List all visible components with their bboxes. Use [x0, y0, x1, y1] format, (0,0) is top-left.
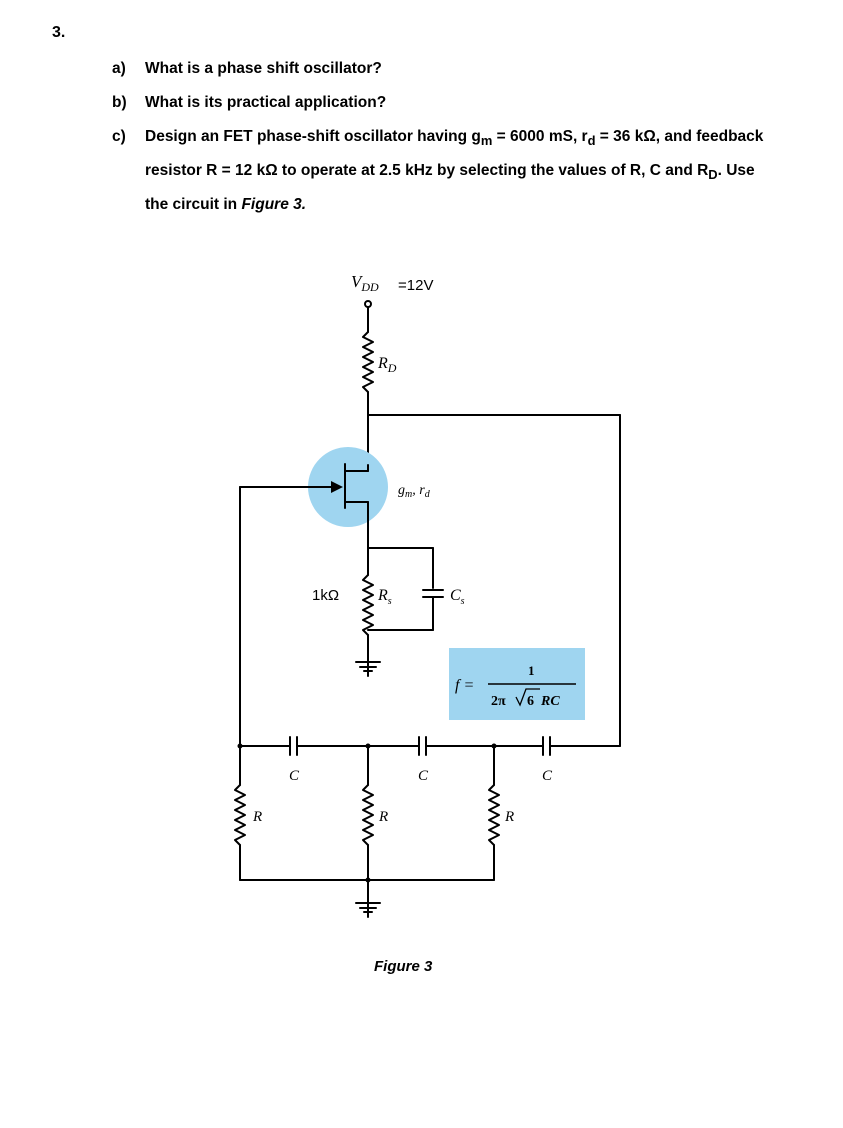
- rs-resistor: [363, 575, 373, 635]
- vdd-label: $V_{DD}$: [351, 272, 379, 294]
- rs-value: 1kΩ: [312, 587, 340, 604]
- source-ground-icon: [356, 662, 380, 676]
- part-c-label: c): [112, 128, 126, 145]
- part-c-line1: Design an FET phase-shift oscillator having $g_m = 6000$ mS, $r_d = 36$ kΩ, and feedback: [145, 128, 764, 149]
- cs-label: $C_s$: [450, 587, 465, 607]
- ladder-ground-icon: [356, 903, 380, 917]
- part-c-line2: resistor R = 12 kΩ to operate at 2.5 kHz by selecting the values of R, C and $R_D$. Use: [145, 162, 755, 183]
- formula-denominator-post: RC: [541, 694, 560, 709]
- part-b-label: b): [112, 94, 127, 111]
- c3-capacitor: [543, 737, 550, 755]
- c2-label: C: [418, 768, 429, 784]
- formula-denominator-pre: 2π: [491, 694, 506, 709]
- formula-lhs: f =: [455, 677, 475, 694]
- c1-capacitor: [290, 737, 297, 755]
- rd-label: $R_D$: [378, 355, 397, 375]
- question-number: 3.: [52, 24, 66, 41]
- vdd-value: =12V: [398, 277, 434, 294]
- part-a-label: a): [112, 60, 126, 77]
- r2-label: R: [379, 809, 389, 825]
- c1-label: C: [289, 768, 300, 784]
- part-b-text: What is its practical application?: [145, 94, 387, 111]
- r2-resistor: [363, 785, 373, 845]
- r1-label: R: [253, 809, 263, 825]
- r1-resistor: [235, 785, 245, 845]
- figure-caption: Figure 3: [374, 958, 433, 975]
- rs-label: $R_s$: [378, 587, 392, 607]
- cs-capacitor: [423, 590, 443, 597]
- part-a-text: What is a phase shift oscillator?: [145, 60, 382, 77]
- r3-label: R: [505, 809, 515, 825]
- rd-resistor: [363, 332, 373, 392]
- r3-resistor: [489, 785, 499, 845]
- formula-numerator: 1: [528, 663, 535, 678]
- gm-rd-label: $g_m$, $r_d$: [398, 483, 430, 500]
- part-c-line3: the circuit in Figure 3.: [145, 196, 307, 213]
- c3-label: C: [542, 768, 553, 784]
- formula-denominator-radicand: 6: [527, 694, 534, 709]
- c2-capacitor: [419, 737, 426, 755]
